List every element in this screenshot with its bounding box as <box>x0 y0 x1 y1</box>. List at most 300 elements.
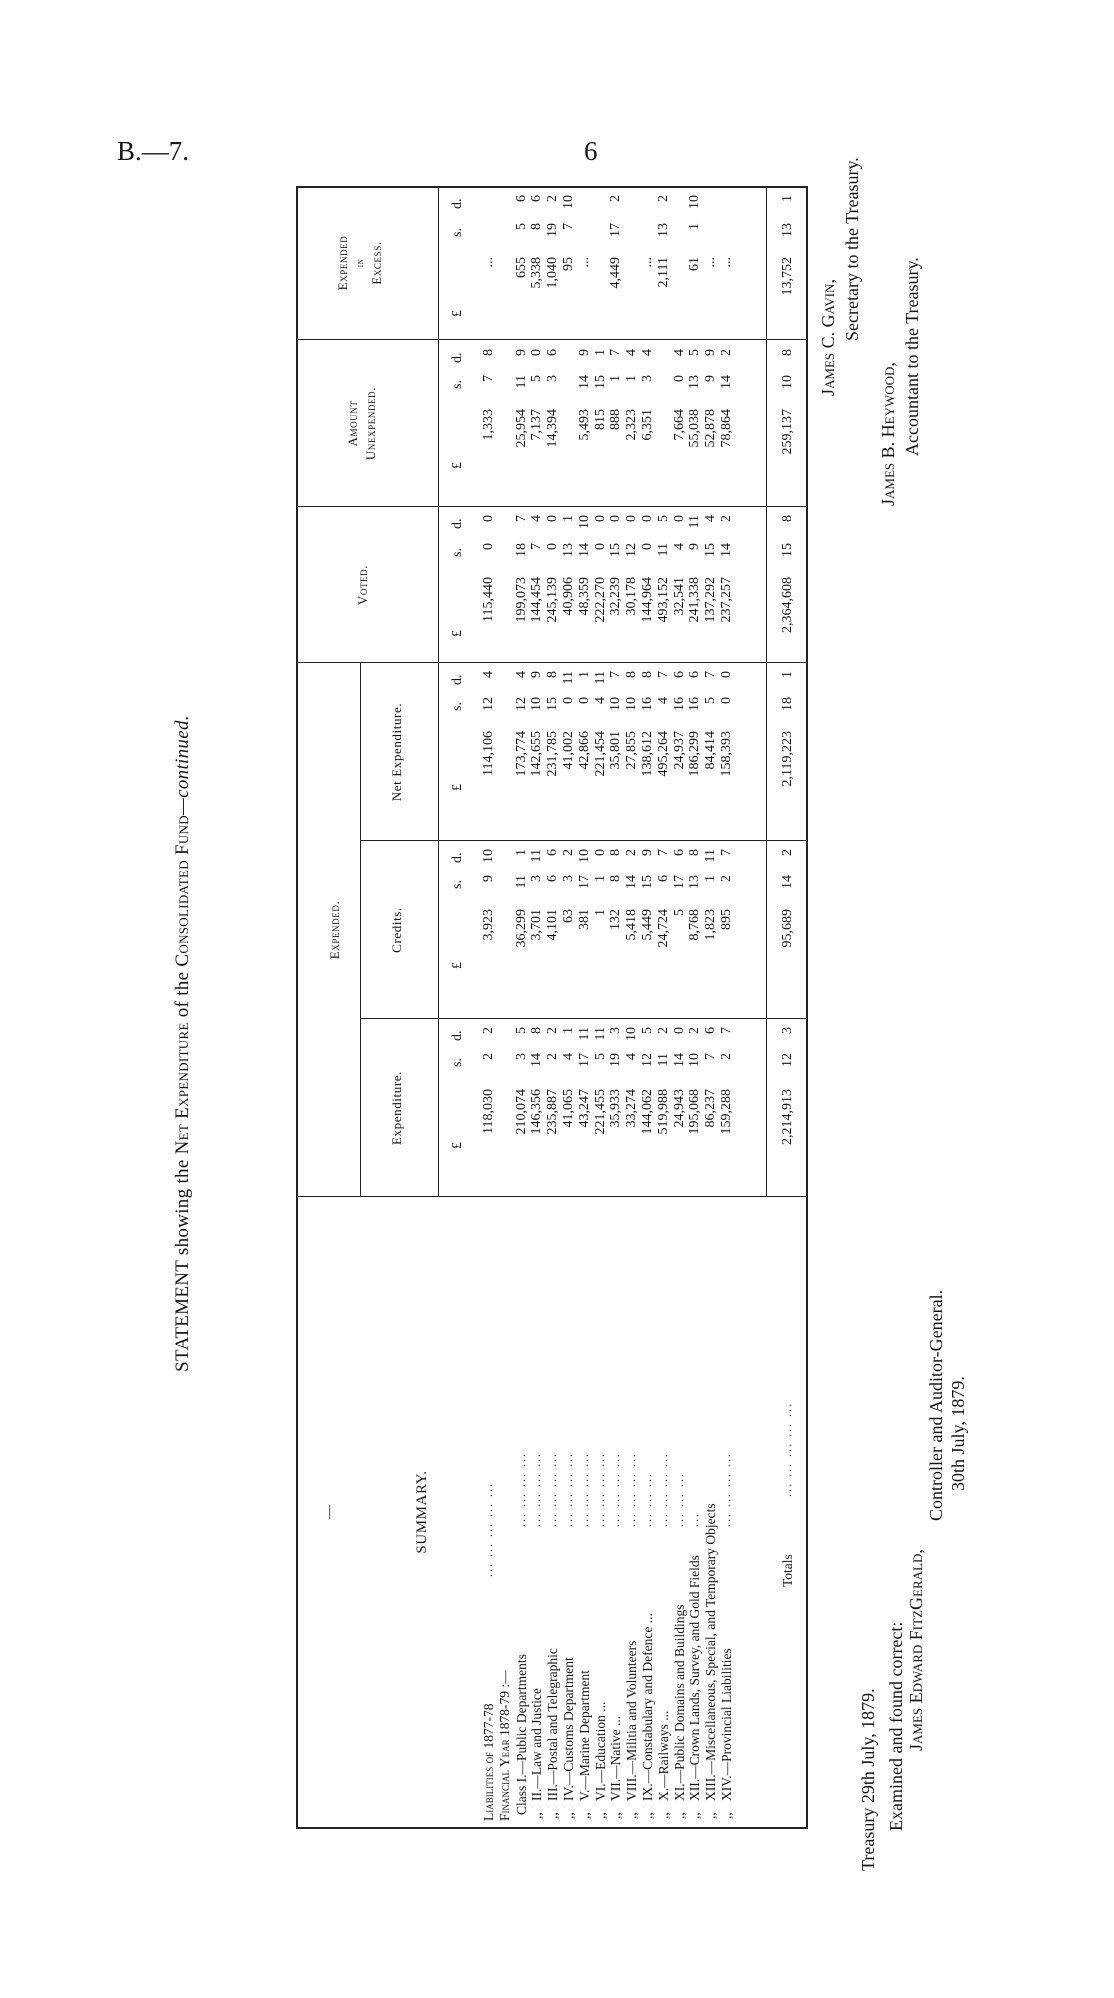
totals-credits-pounds: 95,689 <box>780 909 795 948</box>
row-leader-dots: ... ... ... ... <box>576 1452 591 1527</box>
credits-shillings: 14 <box>624 875 640 889</box>
expenditure-pounds: 43,247 <box>576 1089 592 1128</box>
row-leader-dots: ... ... ... <box>640 1472 654 1527</box>
voted-shillings: 4 <box>671 543 687 550</box>
excess-pounds: 2,111 <box>655 257 671 288</box>
expenditure-pence: 5 <box>513 1027 529 1034</box>
voted-pounds: 30,178 <box>624 577 640 616</box>
voted-pence: 4 <box>703 515 719 522</box>
unexpended-pence: 9 <box>703 349 719 356</box>
net-pence: 11 <box>592 671 608 685</box>
credits-pence: 6 <box>545 849 561 856</box>
credits-shilling-unit: s. <box>450 880 465 889</box>
credits-pence: 10 <box>481 849 496 863</box>
excess-pence-unit: d. <box>450 198 465 209</box>
secretary-title: Secretary to the Treasury. <box>842 157 862 341</box>
unexpended-shillings: 13 <box>687 375 703 389</box>
net-pence: 4 <box>481 671 496 678</box>
credits-shillings: 3 <box>529 875 545 882</box>
excess-shillings: 5 <box>513 223 529 230</box>
row-label: XIV.—Provincial Liabilities <box>719 1648 734 1801</box>
net-pence: 8 <box>640 671 655 678</box>
net-shillings: 0 <box>719 697 734 704</box>
expenditure-pence: 10 <box>624 1027 640 1041</box>
unexpended-pounds: 5,493 <box>576 409 592 441</box>
unexpended-pence: 1 <box>592 349 608 356</box>
credits-shillings: 1 <box>592 875 608 882</box>
unexpended-pence: 9 <box>513 349 529 356</box>
net-pounds: 114,106 <box>481 731 496 776</box>
net-pounds: 27,855 <box>624 731 640 770</box>
voted-pence: 10 <box>576 515 592 529</box>
net-pounds: 84,414 <box>703 731 719 770</box>
totals-net-shillings: 18 <box>780 697 795 711</box>
voted-shillings: 7 <box>529 543 545 550</box>
net-pounds: 231,785 <box>545 731 561 777</box>
unexpended-pence: 9 <box>576 349 592 356</box>
expenditure-pence: 7 <box>719 1027 734 1034</box>
net-pounds: 158,393 <box>719 731 734 777</box>
row-label: XIII.—Miscellaneous, Special, and Temporary Objects <box>703 1503 719 1801</box>
voted-pence: 1 <box>561 515 576 522</box>
excess-pence: 2 <box>608 195 624 202</box>
voted-pounds: 199,073 <box>513 577 529 623</box>
row-label: VI.—Education ... <box>592 1701 608 1801</box>
secretary-name: James C. Gavin, <box>818 279 838 396</box>
voted-shillings: 11 <box>655 543 671 557</box>
credits-pounds: 8,768 <box>687 909 703 941</box>
voted-shillings: 14 <box>719 543 734 557</box>
excess-pound-unit: £ <box>450 310 465 317</box>
credits-pounds: 3,923 <box>481 909 496 941</box>
net-pounds: 41,002 <box>561 731 576 770</box>
net-shillings: 12 <box>481 697 496 711</box>
expenditure-pounds: 24,943 <box>671 1089 687 1128</box>
row-label: IX.—Constabulary and Defence ... <box>640 1613 655 1801</box>
expenditure-pence-unit: d. <box>450 1030 465 1041</box>
voted-pound-unit: £ <box>450 630 465 637</box>
expenditure-pounds: 86,237 <box>703 1089 719 1128</box>
excess-pence: 10 <box>687 195 703 209</box>
excess-shillings: 1 <box>687 223 703 230</box>
row-leader-dots: ... ... ... ... <box>561 1452 575 1527</box>
unexpended-shillings: 0 <box>671 375 687 382</box>
credits-pence: 1 <box>513 849 529 856</box>
row-leader-dots: ... ... ... ... <box>719 1452 733 1527</box>
voted-pence: 0 <box>592 515 608 522</box>
voted-pounds: 32,239 <box>608 577 624 616</box>
credits-pence: 9 <box>640 849 655 856</box>
expenditure-pence: 5 <box>640 1027 655 1034</box>
row-leader-dots: ... <box>687 1512 702 1527</box>
unexpended-pound-unit: £ <box>450 462 465 469</box>
unexpended-pounds: 6,351 <box>640 409 655 441</box>
unexpended-pounds: 888 <box>608 409 624 430</box>
voted-pence: 0 <box>481 515 496 522</box>
credits-shillings: 17 <box>576 875 592 889</box>
unexpended-pence: 0 <box>529 349 545 356</box>
row-label: XII.—Crown Lands, Survey, and Gold Fields <box>687 1555 703 1801</box>
voted-pounds: 237,257 <box>719 577 734 623</box>
unexpended-shillings: 1 <box>624 375 640 382</box>
totals-net-pence: 1 <box>780 671 795 678</box>
voted-shillings: 13 <box>561 543 576 557</box>
voted-shillings: 15 <box>608 543 624 557</box>
voted-shillings: 0 <box>640 543 655 550</box>
summary-blank-header: — <box>322 1505 337 1519</box>
credits-pence: 8 <box>608 849 624 856</box>
unexpended-pence: 7 <box>608 349 624 356</box>
expenditure-pounds: 159,288 <box>719 1089 734 1135</box>
excess-pence: 10 <box>561 195 576 209</box>
expenditure-shillings: 4 <box>561 1053 576 1060</box>
credits-pence: 7 <box>719 849 734 856</box>
header-rule <box>360 663 361 1197</box>
excess-header-3: Excess. <box>369 241 384 285</box>
expenditure-shillings: 17 <box>576 1053 592 1067</box>
expenditure-pounds: 144,062 <box>640 1089 655 1135</box>
excess-pounds: 5,338 <box>529 257 545 289</box>
row-prefix: ,, <box>640 1812 655 1819</box>
credits-pence: 2 <box>561 849 576 856</box>
excess-header-1: Expended <box>335 235 350 291</box>
header-rule <box>438 186 439 1197</box>
credits-pounds: 5 <box>671 909 687 916</box>
expenditure-shilling-unit: s. <box>450 1058 465 1067</box>
credits-pound-unit: £ <box>450 962 465 969</box>
excess-shillings: 17 <box>608 223 624 237</box>
net-shillings: 4 <box>592 697 608 704</box>
expenditure-pounds: 195,068 <box>687 1089 703 1135</box>
net-pounds: 35,801 <box>608 731 624 770</box>
net-shillings: 16 <box>671 697 687 711</box>
excess-pence: 6 <box>529 195 545 202</box>
voted-pence-unit: d. <box>450 518 465 529</box>
voted-shillings: 12 <box>624 543 640 557</box>
unexpended-pounds: 7,137 <box>529 409 545 441</box>
expenditure-pence: 1 <box>561 1027 576 1034</box>
unexpended-shillings: 3 <box>640 375 655 382</box>
excess-header-2: in <box>355 258 366 268</box>
voted-shillings: 0 <box>592 543 608 550</box>
net-pence: 0 <box>719 671 734 678</box>
excess-pounds: ... <box>576 257 592 268</box>
expenditure-pounds: 146,356 <box>529 1089 545 1135</box>
net-pence: 4 <box>513 671 529 678</box>
credits-pounds: 1,823 <box>703 909 719 941</box>
net-pound-unit: £ <box>450 784 465 791</box>
expenditure-pound-unit: £ <box>450 1142 465 1149</box>
net-pence: 1 <box>576 671 592 678</box>
row-prefix: ,, <box>671 1812 687 1819</box>
expenditure-shillings: 2 <box>719 1053 734 1060</box>
excess-pounds: ... <box>719 257 734 268</box>
credits-pence: 0 <box>592 849 608 856</box>
excess-pence: 2 <box>545 195 561 202</box>
unexpended-pence: 2 <box>719 349 734 356</box>
net-pounds: 221,454 <box>592 731 608 777</box>
credits-shillings: 8 <box>608 875 624 882</box>
voted-shillings: 18 <box>513 543 529 557</box>
row-leader-dots: ... ... ... ... <box>608 1452 623 1527</box>
net-pounds: 142,655 <box>529 731 545 777</box>
totals-voted-pounds: 2,364,608 <box>780 577 795 633</box>
accountant-title: Accountant to the Treasury. <box>902 257 922 456</box>
excess-pounds: 4,449 <box>608 257 624 289</box>
voted-pounds: 245,139 <box>545 577 561 623</box>
row-prefix: ,, <box>719 1812 734 1819</box>
row-label: X.—Railways ... <box>655 1710 671 1801</box>
row-label: II.—Law and Justice <box>529 1688 545 1801</box>
credits-pounds: 1 <box>592 909 608 916</box>
expenditure-pounds: 210,074 <box>513 1089 529 1135</box>
voted-pence: 0 <box>624 515 640 522</box>
credits-pounds: 4,101 <box>545 909 561 941</box>
excess-pounds: 95 <box>561 257 576 271</box>
net-pounds: 173,774 <box>513 731 529 777</box>
voted-pence: 0 <box>640 515 655 522</box>
totals-voted-pence: 8 <box>780 515 795 522</box>
row-prefix: ,, <box>592 1812 608 1819</box>
row-prefix: ,, <box>655 1812 671 1819</box>
row-label: XI.—Public Domains and Buildings <box>671 1604 687 1801</box>
unexpended-header-2: Unexpended. <box>363 386 378 461</box>
unexpended-pounds: 2,323 <box>624 409 640 441</box>
row-leader-dots: ... ... ... ... <box>545 1452 560 1527</box>
net-pence: 9 <box>529 671 545 678</box>
page-reference: B.—7. <box>117 136 190 166</box>
net-shillings: 5 <box>703 697 719 704</box>
net-pounds: 24,937 <box>671 731 687 770</box>
expenditure-shillings: 14 <box>529 1053 545 1067</box>
expenditure-pence: 2 <box>655 1027 671 1034</box>
voted-shillings: 14 <box>576 543 592 557</box>
totals-leader-dots: ... ... ... ... ... <box>780 1402 794 1497</box>
credits-pence-unit: d. <box>450 852 465 863</box>
row-label: IV.—Customs Department <box>561 1657 576 1801</box>
row-leader-dots: ... ... ... ... <box>624 1452 639 1527</box>
totals-excess-pounds: 13,752 <box>780 257 795 296</box>
credits-shillings: 6 <box>545 875 561 882</box>
expenditure-shillings: 10 <box>687 1053 703 1067</box>
credits-pounds: 132 <box>608 909 624 930</box>
totals-excess-shillings: 13 <box>780 223 795 237</box>
credits-pounds: 3,701 <box>529 909 545 941</box>
voted-pence: 11 <box>687 515 703 529</box>
credits-pounds: 5,449 <box>640 909 655 941</box>
net-pence: 6 <box>671 671 687 678</box>
voted-pounds: 493,152 <box>655 577 671 623</box>
excess-shillings: 8 <box>529 223 545 230</box>
voted-pounds: 32,541 <box>671 577 687 616</box>
credits-pence: 2 <box>624 849 640 856</box>
credits-pounds: 36,299 <box>513 909 529 948</box>
unexpended-pence: 6 <box>545 349 561 356</box>
expended-header: Expended. <box>327 900 342 960</box>
credits-pence: 6 <box>671 849 687 856</box>
rotated-statement <box>158 126 968 1901</box>
expenditure-pence: 8 <box>529 1027 545 1034</box>
excess-pence: 2 <box>655 195 671 202</box>
net-shillings: 4 <box>655 697 671 704</box>
credits-pounds: 895 <box>719 909 734 930</box>
examined-note: Examined and found correct: <box>886 1621 906 1831</box>
net-pounds: 495,264 <box>655 731 671 777</box>
unexpended-shillings: 11 <box>513 375 529 389</box>
net-pence-unit: d. <box>450 674 465 685</box>
treasury-date: Treasury 29th July, 1879. <box>858 1688 878 1871</box>
voted-shillings: 9 <box>687 543 703 550</box>
voted-shillings: 0 <box>545 543 561 550</box>
unexpended-shillings: 1 <box>608 375 624 382</box>
expenditure-pounds: 35,933 <box>608 1089 624 1128</box>
row-leader-dots: ... ... ... ... <box>592 1452 607 1527</box>
statement-table <box>296 186 808 1829</box>
excess-pounds: 1,040 <box>545 257 561 289</box>
credits-pounds: 381 <box>576 909 592 930</box>
net-shillings: 0 <box>576 697 592 704</box>
excess-shillings: 19 <box>545 223 561 237</box>
statement-title: STATEMENT showing the Net Expenditure of the Consolidated Fund—continued. <box>172 715 193 1372</box>
expenditure-pence: 0 <box>671 1027 687 1034</box>
credits-shillings: 9 <box>481 875 496 882</box>
expenditure-pounds: 41,065 <box>561 1089 576 1128</box>
row-prefix: ,, <box>561 1812 576 1819</box>
expenditure-shillings: 2 <box>545 1053 561 1060</box>
voted-pounds: 115,440 <box>481 577 496 622</box>
voted-pence: 0 <box>545 515 561 522</box>
net-pounds: 138,612 <box>640 731 655 777</box>
net-shillings: 10 <box>529 697 545 711</box>
expenditure-pence: 2 <box>687 1027 703 1034</box>
totals-expenditure-shillings: 12 <box>780 1053 795 1067</box>
row-leader-dots: ... ... ... ... <box>655 1452 670 1527</box>
excess-shillings: 13 <box>655 223 671 237</box>
voted-pence: 7 <box>513 515 529 522</box>
excess-pounds: ... <box>703 257 719 268</box>
voted-pence: 2 <box>719 515 734 522</box>
credits-shillings: 13 <box>687 875 703 889</box>
voted-pence: 5 <box>655 515 671 522</box>
unexpended-shillings: 5 <box>529 375 545 382</box>
expenditure-shillings: 5 <box>592 1053 608 1060</box>
row-prefix: ,, <box>608 1812 624 1819</box>
row-prefix: ,, <box>576 1812 592 1819</box>
expenditure-pence: 2 <box>545 1027 561 1034</box>
row-label: VIII.—Militia and Volunteers <box>624 1640 640 1801</box>
totals-unexpended-pounds: 259,137 <box>780 409 795 455</box>
unexpended-shillings: 9 <box>703 375 719 382</box>
totals-label: Totals <box>780 1554 795 1587</box>
credits-pence: 7 <box>655 849 671 856</box>
net-shillings: 0 <box>561 697 576 704</box>
net-pence: 7 <box>703 671 719 678</box>
net-shillings: 12 <box>513 697 529 711</box>
unexpended-pence: 4 <box>624 349 640 356</box>
net-expenditure-header: Net Expenditure. <box>389 702 404 802</box>
expenditure-pence: 3 <box>608 1027 624 1034</box>
voted-header: Voted. <box>355 564 370 606</box>
unexpended-pounds: 52,878 <box>703 409 719 448</box>
credits-pence: 8 <box>687 849 703 856</box>
voted-pounds: 48,359 <box>576 577 592 616</box>
row-label: Class I.—Public Departments <box>513 1654 529 1815</box>
accountant-name: James B. Heywood, <box>878 362 898 506</box>
expenditure-pounds: 235,887 <box>545 1089 561 1135</box>
credits-pounds: 24,724 <box>655 909 671 948</box>
unexpended-header-1: Amount <box>345 400 360 447</box>
excess-pounds: 655 <box>513 257 529 278</box>
totals-expenditure-pence: 3 <box>780 1027 795 1034</box>
expenditure-shillings: 4 <box>624 1053 640 1060</box>
credits-pence: 11 <box>529 849 545 863</box>
totals-unexpended-shillings: 10 <box>780 375 795 389</box>
expenditure-pounds: 519,988 <box>655 1089 671 1135</box>
row-label: Liabilities of 1877-78 <box>481 1703 496 1821</box>
net-shillings: 16 <box>687 697 703 711</box>
expenditure-shillings: 14 <box>671 1053 687 1067</box>
credits-pence: 10 <box>576 849 592 863</box>
unexpended-pence: 8 <box>481 349 496 356</box>
excess-pounds: 61 <box>687 257 703 271</box>
credits-shillings: 3 <box>561 875 576 882</box>
row-label: Financial Year 1878-79 :— <box>496 1670 512 1821</box>
expenditure-header: Expenditure. <box>389 1071 404 1145</box>
net-pence: 7 <box>655 671 671 678</box>
row-prefix: ,, <box>624 1812 640 1819</box>
voted-pounds: 40,906 <box>561 577 576 616</box>
unexpended-shillings: 14 <box>719 375 734 389</box>
unexpended-pence: 5 <box>687 349 703 356</box>
credits-shillings: 1 <box>703 875 719 882</box>
expenditure-shillings: 2 <box>481 1053 496 1060</box>
net-shilling-unit: s. <box>450 702 465 711</box>
net-pounds: 186,299 <box>687 731 703 777</box>
voted-pence: 4 <box>529 515 545 522</box>
totals-unexpended-pence: 8 <box>780 349 795 356</box>
excess-pounds: ... <box>481 257 496 268</box>
net-pence: 8 <box>624 671 640 678</box>
credits-pounds: 63 <box>561 909 576 923</box>
unexpended-pence-unit: d. <box>450 352 465 363</box>
row-label: V.—Marine Department <box>576 1670 592 1801</box>
row-leader-dots: ... ... ... ... <box>513 1452 528 1527</box>
credits-shillings: 6 <box>655 875 671 882</box>
totals-credits-shillings: 14 <box>780 875 795 889</box>
credits-shillings: 2 <box>719 875 734 882</box>
voted-pence: 0 <box>608 515 624 522</box>
credits-header: Credits. <box>389 907 404 953</box>
auditor-title: Controller and Auditor-General. <box>926 1289 946 1521</box>
voted-pounds: 144,454 <box>529 577 545 623</box>
net-shillings: 15 <box>545 697 561 711</box>
unexpended-pounds: 25,954 <box>513 409 529 448</box>
unexpended-shillings: 15 <box>592 375 608 389</box>
expenditure-pounds: 221,455 <box>592 1089 608 1135</box>
net-pence: 6 <box>687 671 703 678</box>
totals-expenditure-pounds: 2,214,913 <box>780 1089 795 1145</box>
row-leader-dots: ... ... ... <box>671 1472 686 1527</box>
voted-shilling-unit: s. <box>450 548 465 557</box>
unexpended-pounds: 78,864 <box>719 409 734 448</box>
expenditure-shillings: 12 <box>640 1053 655 1067</box>
row-label: VII.—Native ... <box>608 1715 624 1801</box>
auditor-name: James Edward FitzGerald, <box>906 1549 926 1751</box>
voted-pounds: 137,292 <box>703 577 719 623</box>
credits-pounds: 5,418 <box>624 909 640 941</box>
credits-shillings: 15 <box>640 875 655 889</box>
excess-pounds: ... <box>640 257 655 268</box>
